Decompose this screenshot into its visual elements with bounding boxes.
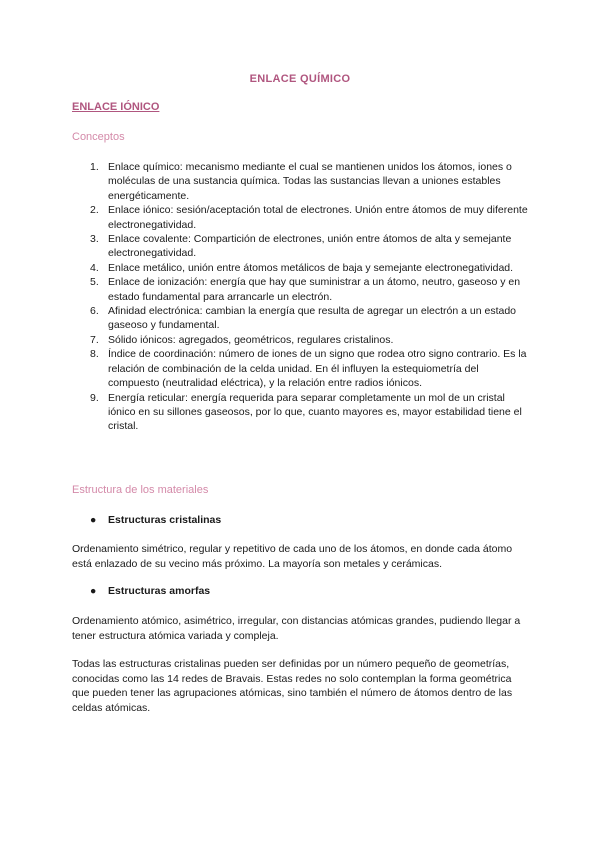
list-item: 5. Enlace de ionización: energía que hay que suministrar a un átomo, neutro, gaseoso y en estado fundamental para arrancarle un electrón.: [90, 276, 521, 303]
list-item: 3. Enlace covalente: Compartición de electrones, unión entre átomos de alta y semejante electronegatividad.: [90, 233, 512, 260]
bullet-icon: ●: [90, 585, 97, 597]
concepts-list: [90, 160, 530, 434]
list-item: 9. Energía reticular: energía requerida para separar completamente un mol de un cristal iónico en su sillones gaseosos, por lo que, cuanto mayores es, mayor estabilidad tiene el cristal.: [90, 391, 522, 433]
bullet-amorphous: ● Estructuras amorfas: [90, 585, 211, 597]
list-item: 2. Enlace iónico: sesión/aceptación total de electrones. Unión entre átomos de muy diferente electronegatividad.: [90, 204, 528, 231]
list-item: 4. Enlace metálico, unión entre átomos metálicos de baja y semejante electronegatividad.: [90, 261, 514, 274]
bullet-crystalline: ● Estructuras cristalinas: [90, 514, 222, 526]
list-item: 1. Enlace químico: mecanismo mediante el cual se mantienen unidos los átomos, iones o moléculas de una sustancia química. Todas las sustancias llevan a uniones estables energéticamente.: [90, 161, 512, 202]
list-item: 8. Índice de coordinación: número de iones de un signo que rodea otro signo contrario. Es la relación de combinación de la celda unidad. En él influyen la estequiometría del compuesto (neutralidad eléctrica), y la relación entre radios iónicos.: [90, 348, 527, 390]
list-item: 6. Afinidad electrónica: cambian la energía que resulta de agregar un electrón a un estado gaseoso y fundamental.: [90, 305, 517, 332]
paragraph-amorphous: Ordenamiento atómico, asimétrico, irregular, con distancias atómicas grandes, pudiendo llegar a tener estructura atómica variada y compleja.: [72, 615, 521, 642]
document-title: ENLACE QUÍMICO: [249, 73, 351, 85]
paragraph-crystalline: Ordenamiento simétrico, regular y repetitivo de cada uno de los átomos, en donde cada átomo está enlazado de su vecino más próximo. La mayoría son metales y cerámicas.: [72, 543, 513, 570]
bullet-icon: ●: [90, 514, 97, 526]
list-item: 7. Sólido iónicos: agregados, geométricos, regulares cristalinos.: [90, 333, 394, 346]
section-heading: ENLACE IÓNICO: [72, 101, 160, 113]
paragraph-bravais: Todas las estructuras cristalinas pueden ser definidas por un número pequeño de geometrías, conocidas como las 14 redes de Bravais. Estas redes no solo contemplan la forma geométrica que pueden tener las agrupaciones atómicas, sino también el número de átomos dentro de las celdas atómicas.: [72, 658, 513, 714]
subsection-heading-structure: Estructura de los materiales: [72, 484, 209, 496]
subsection-heading-concepts: Conceptos: [72, 131, 125, 143]
